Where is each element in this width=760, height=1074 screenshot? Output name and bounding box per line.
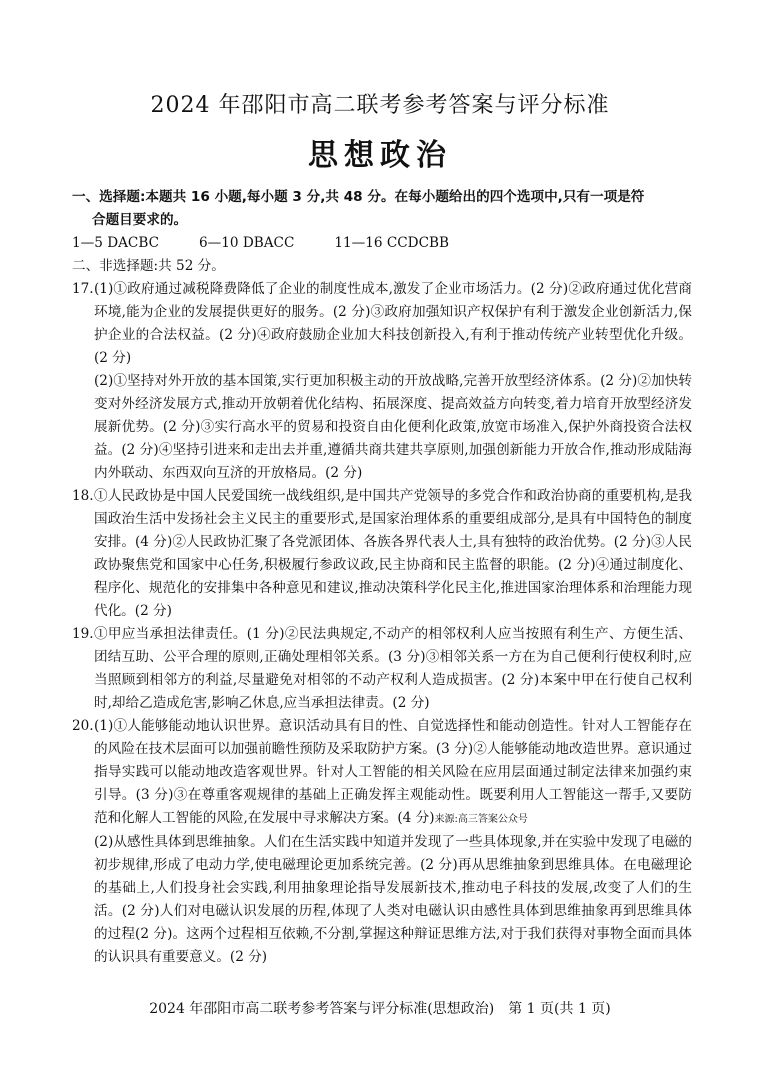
- question-20: [72, 715, 692, 969]
- question-number: 17.: [72, 281, 94, 297]
- answer-group-2: 6—10 DBACC: [198, 235, 295, 251]
- question-18: [72, 485, 692, 623]
- section2-heading: 二、非选择题:共 52 分。: [72, 258, 225, 274]
- question-number: 19.: [72, 626, 94, 642]
- document-title: 2024 年邵阳市高二联考参考答案与评分标准: [150, 93, 610, 118]
- answer-group-1: 1—5 DACBC: [72, 235, 159, 251]
- q19-answer: ①甲应当承担法律责任。(1 分)②民法典规定,不动产的相邻权利人应当按照有利生产、方便生活、团结互助、公平合理的原则,正确处理相邻关系。(3 分)③相邻关系一方在为自己便利行使权利时,应当照顾到相邻方的利益,尽量避免对相邻的不动产权利人造成损害。(2 分)本案中甲在行使自己权利时,却给乙造成危害,影响乙休息,应当承担法律责。(2 分): [94, 626, 692, 711]
- choice-answers: [72, 232, 692, 255]
- question-number: 20.: [72, 718, 94, 734]
- q20-part2: (2)从感性具体到思维抽象。人们在生活实践中知道并发现了一些具体现象,并在实验中发现了电磁的初步规律,形成了电动力学,使电磁理论更加系统完善。(2 分)再从思维抽象到思维具体。在电磁理论的基础上,人们投身社会实践,利用抽象理论指导发展新技术,推动电子科技的发展,改变了人们的生活。(2 分)人们对电磁认识发展的历程,体现了人类对电磁认识由感性具体到思维抽象再到思维具体的过程(2 分)。这两个过程相互依赖,不分割,掌握这种辩证思维方法,对于我们获得对事物全面而具体的认识具有重要意义。(2 分): [94, 834, 692, 965]
- q18-answer: ①人民政协是中国人民爱国统一战线组织,是中国共产党领导的多党合作和政治协商的重要机构,是我国政治生活中发扬社会主义民主的重要形式,是国家治理体系的重要组成部分,是具有中国特色的制度安排。(4 分)②人民政协汇聚了各党派团体、各族各界代表人士,具有独特的政治优势。(2 分)③人民政协聚焦党和国家中心任务,积极履行参政议政,民主协商和民主监督的职能。(2 分)④通过制度化、程序化、规范化的安排集中各种意见和建议,推动决策科学化民主化,推进国家治理体系和治理能力现代化。(2 分): [94, 488, 692, 619]
- q20-part1: [94, 715, 692, 831]
- page-footer: 2024 年邵阳市高二联考参考答案与评分标准(思想政治) 第 1 页(共 1 页): [149, 1001, 611, 1017]
- answer-group-3: 11—16 CCDCBB: [334, 235, 449, 251]
- source-note: 来源:高三答案公众号: [434, 814, 528, 825]
- section1-heading: 一、选择题:本题共 16 小题,每小题 3 分,共 48 分。在每小题给出的四个选项中,只有一项是符: [72, 189, 645, 205]
- q17-part1: (1)①政府通过减税降费降低了企业的制度性成本,激发了企业市场活力。(2 分)②政府通过优化营商环境,能为企业的发展提供更好的服务。(2 分)③政府加强知识产权保护有利于激发企业创新活力,保护企业的合法权益。(2 分)④政府鼓励企业加大科技创新投入,有利于推动传统产业转型优化升级。(2 分): [94, 281, 692, 366]
- document-body: [72, 186, 692, 969]
- question-number: 18.: [72, 488, 94, 504]
- subject-title: 思想政治: [308, 138, 452, 173]
- question-19: [72, 623, 692, 715]
- question-17: [72, 278, 692, 485]
- section1-heading-cont: 合题目要求的。: [92, 212, 188, 228]
- q20-part1-text: (1)①人能够能动地认识世界。意识活动具有目的性、自觉选择性和能动创造性。针对人工智能存在的风险在技术层面可以加强前瞻性预防及采取防护方案。(3 分)②人能够能动地改造世界。意识通过指导实践可以能动地改造客观世界。针对人工智能的相关风险在应用层面通过制定法律来加强约束引导。(3 分)③在尊重客观规律的基础上正确发挥主观能动性。既要利用人工智能这一帮手,又要防范和化解人工智能的风险,在发展中寻求解决方案。(4 分): [94, 718, 692, 826]
- q17-part2: (2)①坚持对外开放的基本国策,实行更加积极主动的开放战略,完善开放型经济体系。(2 分)②加快转变对外经济发展方式,推动开放朝着优化结构、拓展深度、提高效益方向转变,着力培育开放型经济发展新优势。(2 分)③实行高水平的贸易和投资自由化便利化政策,放宽市场准入,保护外商投资合法权益。(2 分)④坚持引进来和走出去并重,遵循共商共建共享原则,加强创新能力开放合作,推动形成陆海内外联动、东西双向互济的开放格局。(2 分): [94, 373, 692, 481]
